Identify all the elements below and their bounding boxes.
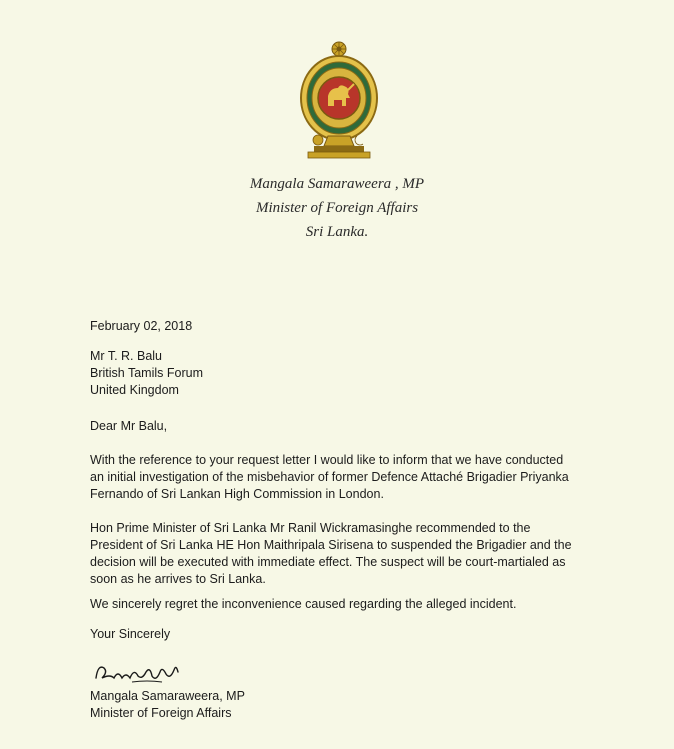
letterhead-title: Minister of Foreign Affairs	[255, 200, 419, 216]
paragraph-1-line: an initial investigation of the misbehavior of former Defence Attaché Brigadier Priyanka	[90, 470, 569, 484]
sri-lanka-emblem-icon	[296, 40, 382, 160]
recipient-organisation: British Tamils Forum	[90, 366, 203, 380]
handwritten-signature-icon	[92, 656, 192, 688]
paragraph-3: We sincerely regret the inconvenience caused regarding the alleged incident.	[90, 597, 517, 611]
letterhead-country: Sri Lanka.	[305, 224, 369, 240]
paragraph-2-line: soon as he arrives to Sri Lanka.	[90, 572, 266, 586]
signatory-title: Minister of Foreign Affairs	[90, 706, 232, 720]
recipient-name: Mr T. R. Balu	[90, 349, 163, 363]
letter-date: February 02, 2018	[90, 319, 193, 333]
paragraph-1-line: With the reference to your request letter I would like to inform that we have conducted	[90, 453, 564, 467]
salutation: Dear Mr Balu,	[90, 419, 168, 433]
recipient-country: United Kingdom	[90, 383, 179, 397]
closing: Your Sincerely	[90, 627, 171, 641]
paragraph-1-line: Fernando of Sri Lankan High Commission in London.	[90, 487, 384, 501]
signatory-name: Mangala Samaraweera, MP	[90, 689, 245, 703]
paragraph-2-line: Hon Prime Minister of Sri Lanka Mr Ranil Wickramasinghe recommended to the	[90, 521, 531, 535]
letterhead-name: Mangala Samaraweera , MP	[249, 176, 425, 192]
paragraph-2-line: President of Sri Lanka HE Hon Maithripala Sirisena to suspended the Brigadier and the	[90, 538, 572, 552]
paragraph-2-line: decision will be executed with immediate effect. The suspect will be court-martialed as	[90, 555, 566, 569]
